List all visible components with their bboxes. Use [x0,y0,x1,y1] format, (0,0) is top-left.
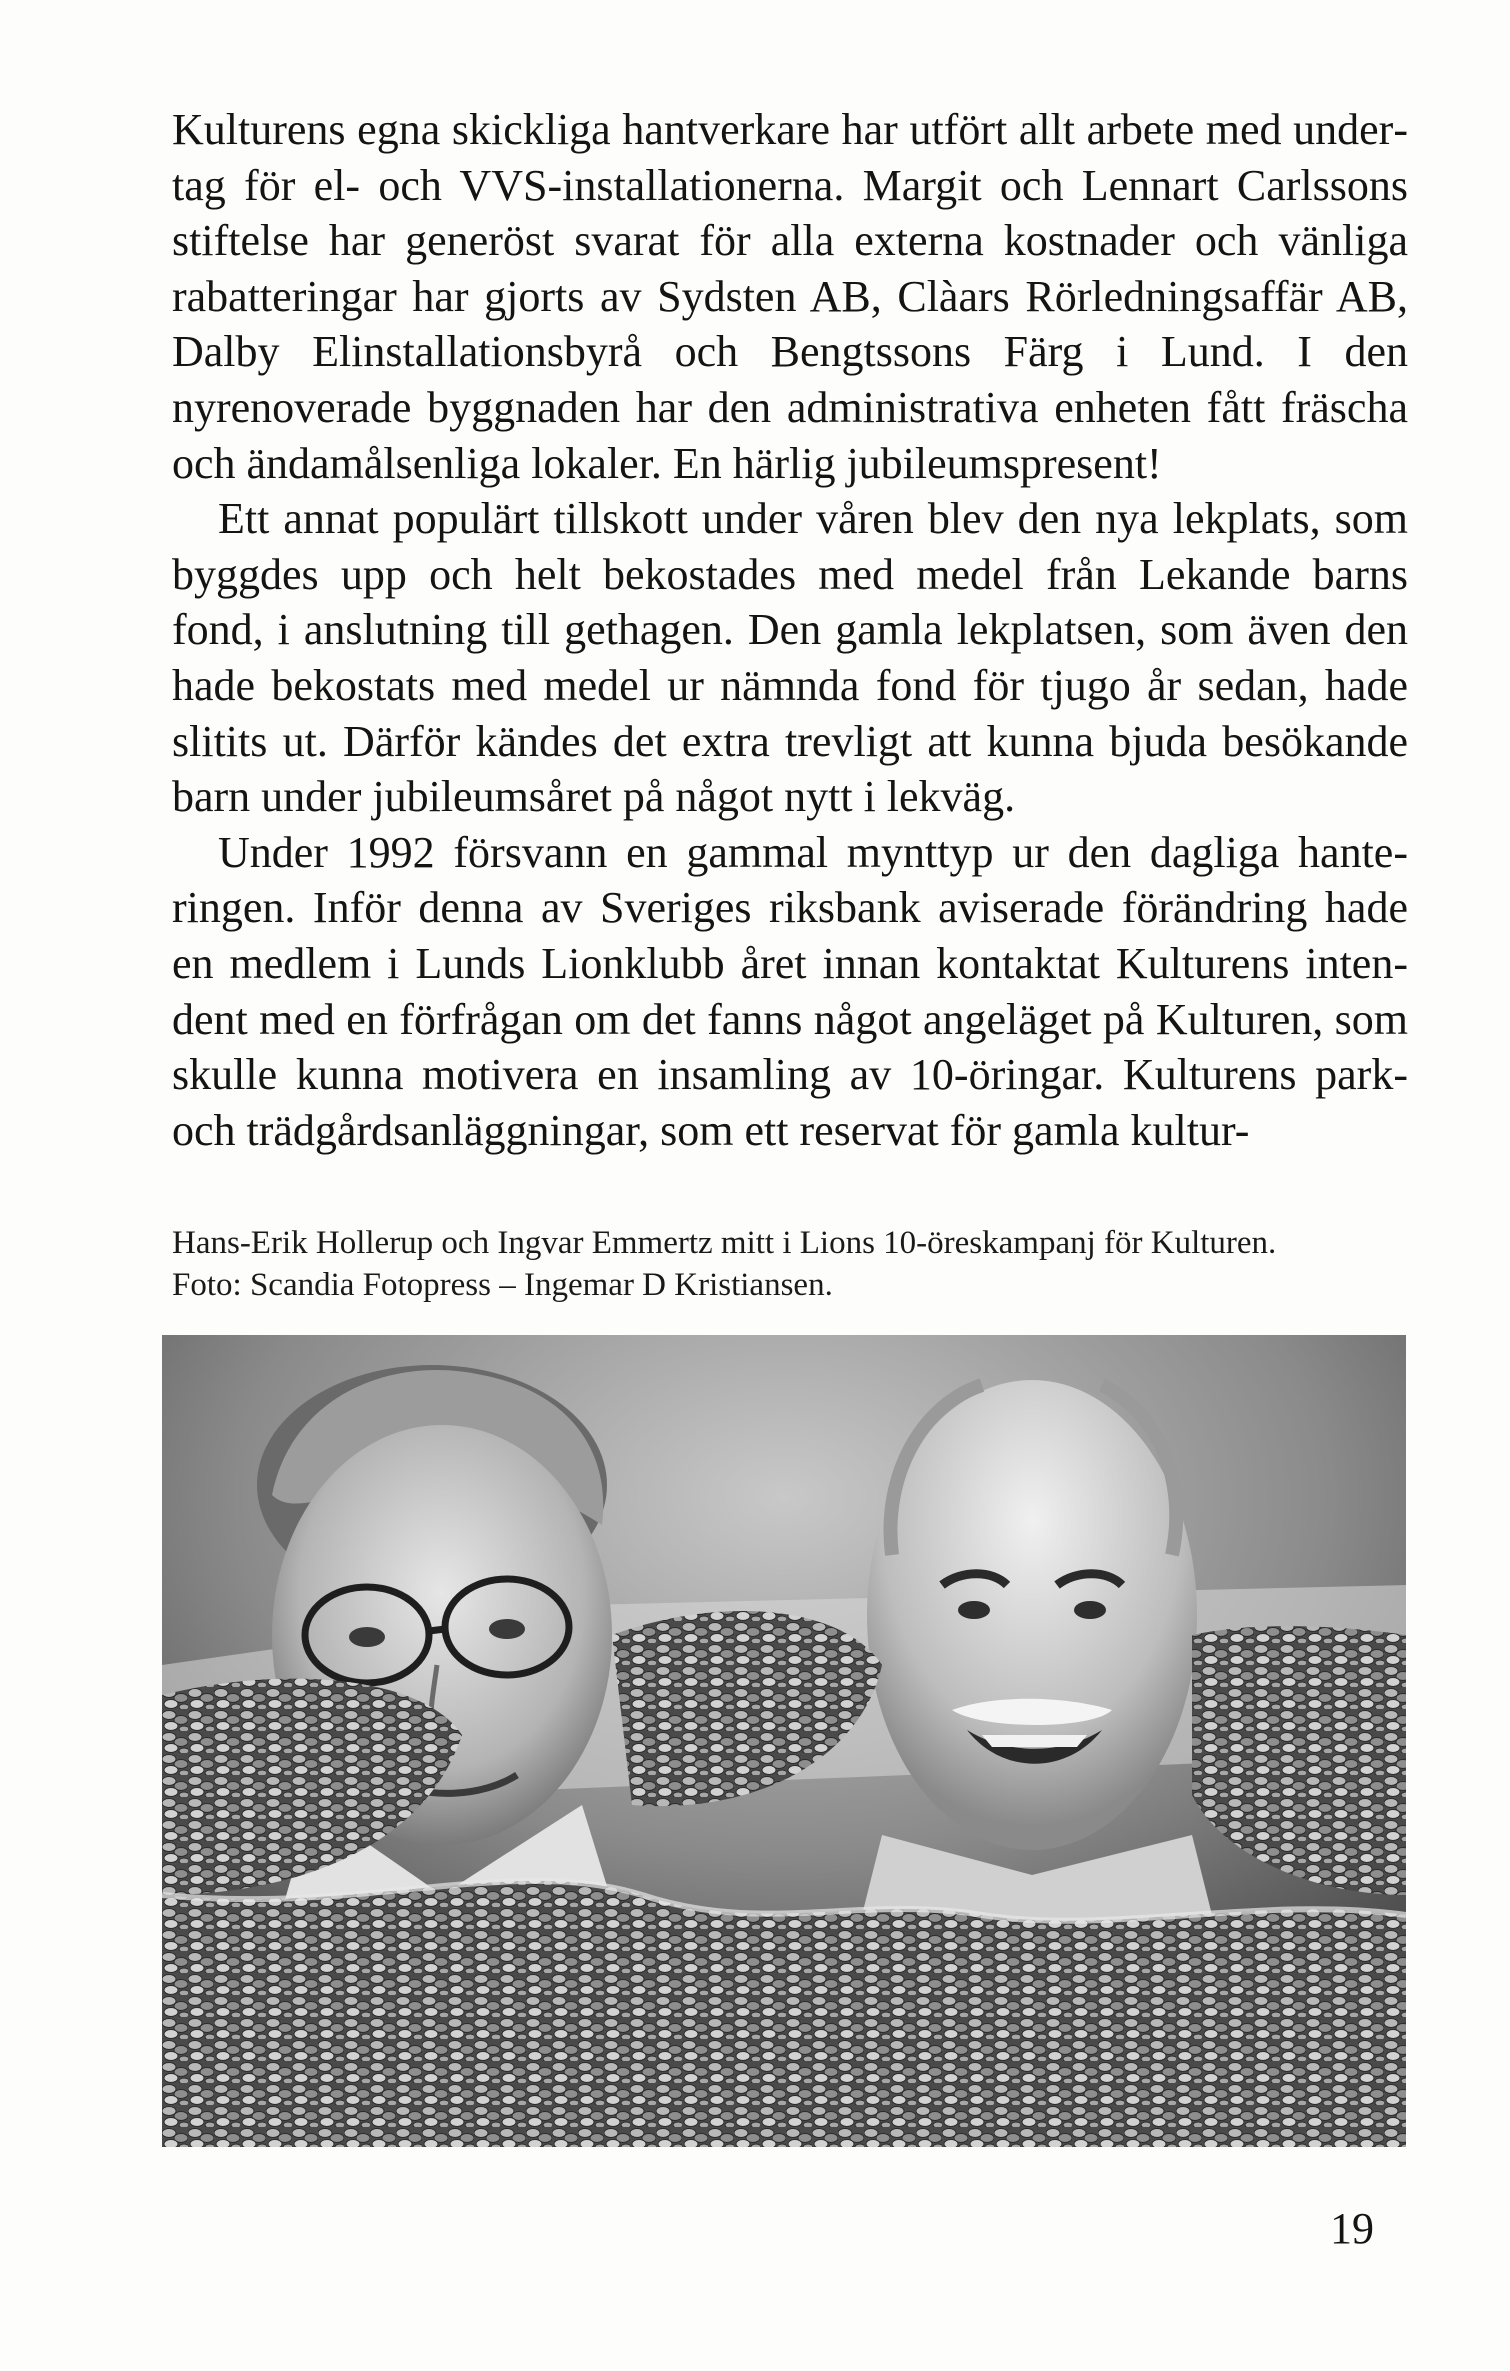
caption-line-1: Hans-Erik Hollerup och Ingvar Emmertz mitt i Lions 10-öreskampanj för Kulturen. [172,1225,1277,1261]
body-text [172,102,1408,1158]
paragraph-2: Ett annat populärt tillskott under våren blev den nya lekplats, som byggdes upp och helt bekostades med medel från Lekande barns fond, i anslutning till gethagen. Den gamla lekplatsen, som även den hade bekostats med medel ur nämnda fond för tjugo år sedan, hade slitits ut. Därför kändes det extra trevligt att kunna bjuda besökande barn under jubileumsåret på något nytt i lekväg. [172,494,1408,822]
caption-line-2: Foto: Scandia Fotopress – Ingemar D Kristiansen. [172,1267,833,1303]
paragraph-1: Kulturens egna skickliga hantverkare har utfört allt arbete med undertag för el- och VVS-installationerna. Margit och Lennart Carlssons stiftelse har generöst svarat för alla externa kostnader och vänliga rabatteringar har gjorts av Sydsten AB, Clàars Rörledningsaffär AB, Dalby Elinstallationsbyrå och Bengtssons Färg i Lund. I den nyrenoverade byggnaden har den administrativa enheten fått fräscha och ändamålsenliga lokaler. En härlig jubileumspresent! [172,105,1408,488]
photo-image [162,1335,1406,2147]
photograph [162,1335,1406,2147]
paragraph-3: Under 1992 försvann en gammal mynttyp ur den dagliga hanteringen. Inför denna av Sveriges riksbank aviserade förändring hade en medlem i Lunds Lionklubb året innan kontaktat Kulturens intendent med en förfrågan om det fanns något angeläget på Kulturen, som skulle kunna motivera en insamling av 10-öringar. Kulturens park- och trädgårdsanläggningar, som ett reservat för gamla kultur- [172,827,1408,1155]
page-number: 19 [1330,2204,1374,2253]
photo-caption [172,1222,1408,1306]
